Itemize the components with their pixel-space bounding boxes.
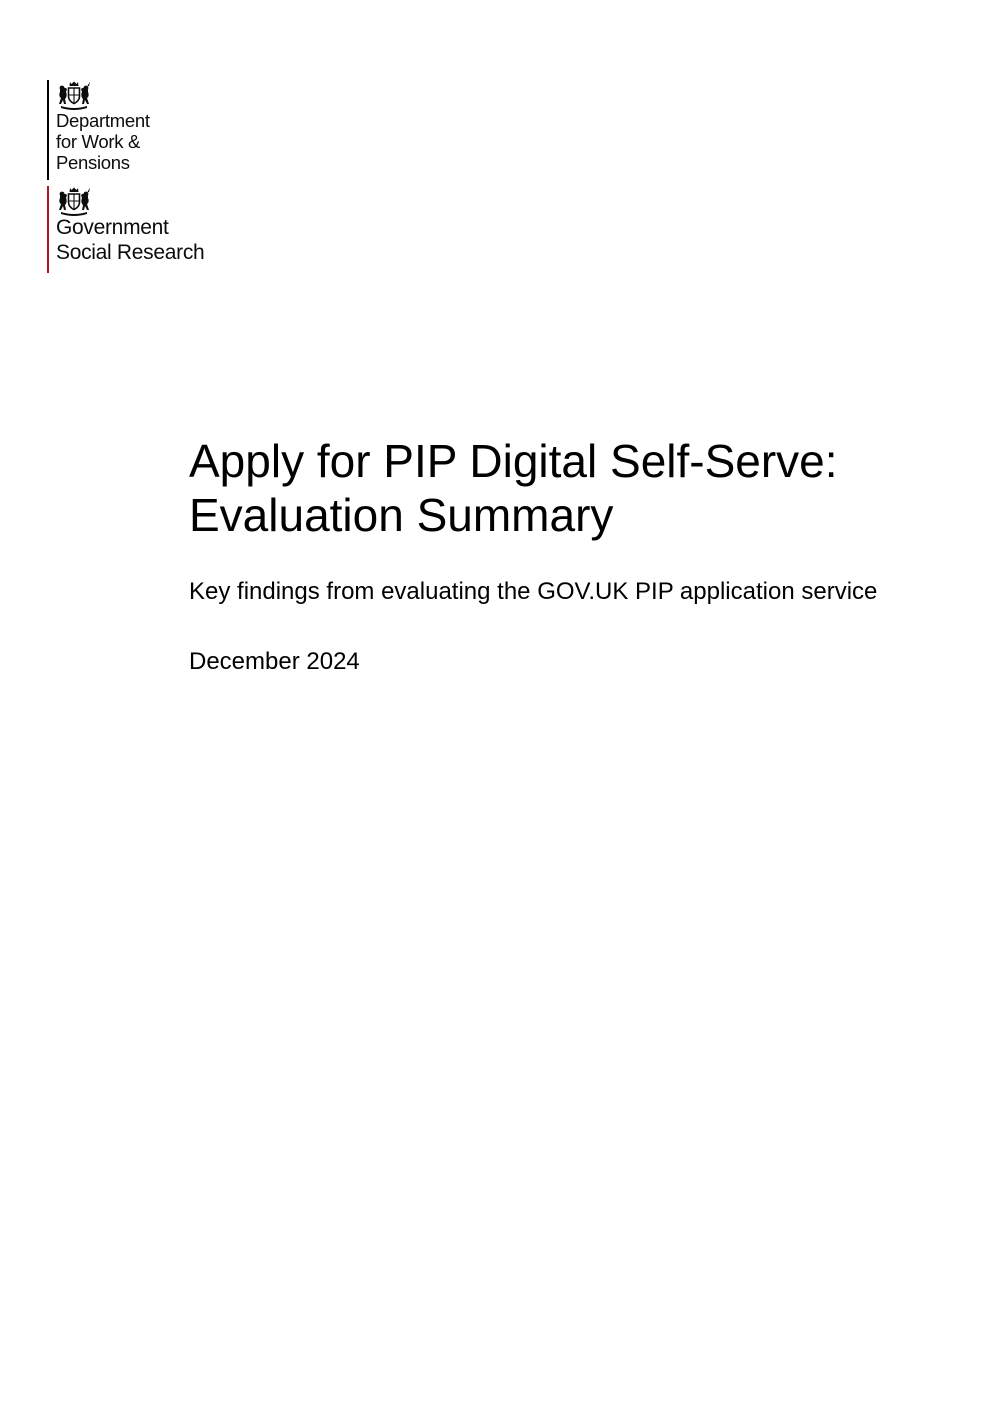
gsr-logo xyxy=(47,186,204,273)
gsr-logo-body xyxy=(49,186,204,273)
gsr-logo-text xyxy=(56,216,204,265)
document-subtitle: Key findings from evaluating the GOV.UK PIP application service xyxy=(189,578,878,605)
dwp-logo xyxy=(47,80,150,180)
gsr-logo-line: Government xyxy=(56,216,169,239)
dwp-logo-body xyxy=(49,80,150,180)
dwp-logo-line: Department xyxy=(56,110,150,131)
document-date: December 2024 xyxy=(189,648,360,675)
document-title-line: Apply for PIP Digital Self-Serve: xyxy=(189,435,838,487)
royal-coat-of-arms-icon xyxy=(56,80,92,110)
dwp-logo-line: Pensions xyxy=(56,152,130,173)
dwp-logo-text xyxy=(56,110,150,173)
document-title-line: Evaluation Summary xyxy=(189,489,614,541)
gsr-logo-line: Social Research xyxy=(56,240,205,264)
dwp-logo-line: for Work & xyxy=(56,131,141,152)
royal-coat-of-arms-icon xyxy=(56,186,92,216)
title-block xyxy=(189,434,909,678)
document-title xyxy=(189,434,909,542)
